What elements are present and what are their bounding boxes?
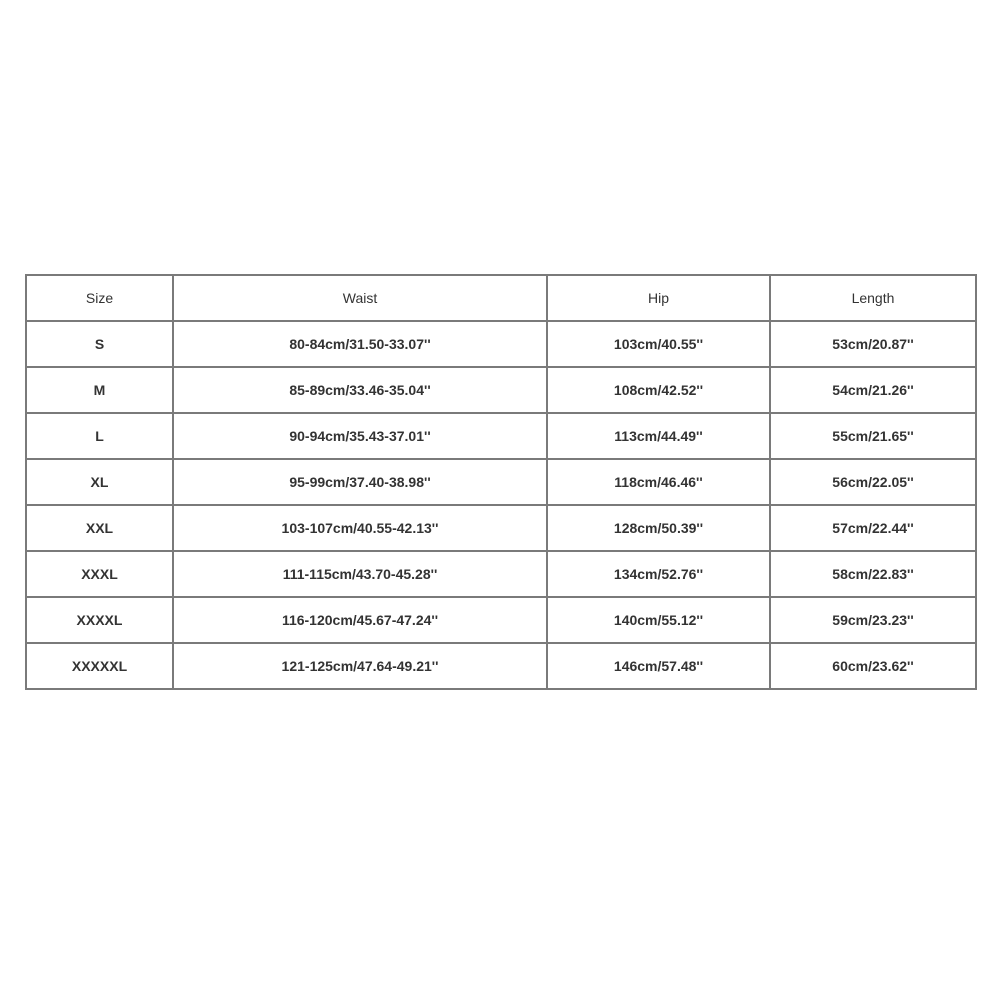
table-row bbox=[26, 413, 976, 459]
length-cell: 53cm/20.87'' bbox=[770, 321, 976, 367]
table-row bbox=[26, 459, 976, 505]
header-length: Length bbox=[770, 275, 976, 321]
waist-cell: 85-89cm/33.46-35.04'' bbox=[173, 367, 547, 413]
table-header bbox=[26, 275, 976, 321]
size-cell: XXL bbox=[26, 505, 173, 551]
table-row bbox=[26, 321, 976, 367]
size-cell: S bbox=[26, 321, 173, 367]
waist-cell: 80-84cm/31.50-33.07'' bbox=[173, 321, 547, 367]
table-row bbox=[26, 367, 976, 413]
size-cell: L bbox=[26, 413, 173, 459]
table-row bbox=[26, 551, 976, 597]
size-cell: M bbox=[26, 367, 173, 413]
header-size: Size bbox=[26, 275, 173, 321]
waist-cell: 111-115cm/43.70-45.28'' bbox=[173, 551, 547, 597]
hip-cell: 140cm/55.12'' bbox=[547, 597, 770, 643]
waist-cell: 121-125cm/47.64-49.21'' bbox=[173, 643, 547, 689]
length-cell: 58cm/22.83'' bbox=[770, 551, 976, 597]
size-cell: XXXXXL bbox=[26, 643, 173, 689]
length-cell: 57cm/22.44'' bbox=[770, 505, 976, 551]
waist-cell: 116-120cm/45.67-47.24'' bbox=[173, 597, 547, 643]
table-row bbox=[26, 505, 976, 551]
size-cell: XXXXL bbox=[26, 597, 173, 643]
hip-cell: 128cm/50.39'' bbox=[547, 505, 770, 551]
hip-cell: 108cm/42.52'' bbox=[547, 367, 770, 413]
header-hip: Hip bbox=[547, 275, 770, 321]
waist-cell: 95-99cm/37.40-38.98'' bbox=[173, 459, 547, 505]
hip-cell: 134cm/52.76'' bbox=[547, 551, 770, 597]
waist-cell: 103-107cm/40.55-42.13'' bbox=[173, 505, 547, 551]
length-cell: 56cm/22.05'' bbox=[770, 459, 976, 505]
length-cell: 54cm/21.26'' bbox=[770, 367, 976, 413]
hip-cell: 113cm/44.49'' bbox=[547, 413, 770, 459]
length-cell: 60cm/23.62'' bbox=[770, 643, 976, 689]
hip-cell: 146cm/57.48'' bbox=[547, 643, 770, 689]
hip-cell: 118cm/46.46'' bbox=[547, 459, 770, 505]
size-cell: XXXL bbox=[26, 551, 173, 597]
table-body bbox=[26, 321, 976, 689]
length-cell: 59cm/23.23'' bbox=[770, 597, 976, 643]
waist-cell: 90-94cm/35.43-37.01'' bbox=[173, 413, 547, 459]
size-cell: XL bbox=[26, 459, 173, 505]
header-waist: Waist bbox=[173, 275, 547, 321]
length-cell: 55cm/21.65'' bbox=[770, 413, 976, 459]
size-chart-table bbox=[25, 274, 977, 690]
header-row bbox=[26, 275, 976, 321]
table-row bbox=[26, 597, 976, 643]
hip-cell: 103cm/40.55'' bbox=[547, 321, 770, 367]
table-row bbox=[26, 643, 976, 689]
